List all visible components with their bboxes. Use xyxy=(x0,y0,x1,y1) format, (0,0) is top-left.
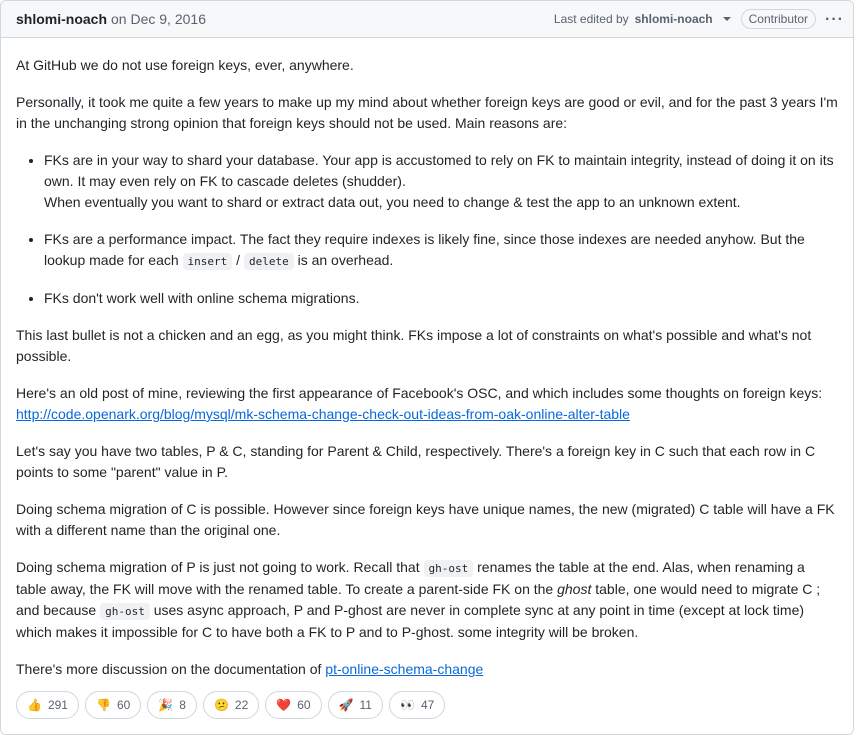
paragraph-6: Doing schema migration of C is possible. However since foreign keys have unique names, the new (migrated) C table will have a FK with a different name than the original one. xyxy=(16,501,835,538)
chevron-down-icon xyxy=(723,17,731,21)
paragraph-7-text-b: renames the table at the end. Alas, when renaming a table away, the FK will move with the renamed table. To create a parent-side FK on the xyxy=(16,559,805,597)
reaction-count: 60 xyxy=(116,697,131,712)
thumbs-down-icon: 👎 xyxy=(95,697,111,712)
bullet-2-text: FKs are a performance impact. The fact they require indexes is likely fine, since those indexes are needed anyhow. But the lookup made for each xyxy=(44,231,805,268)
reaction-thumbs-down[interactable] xyxy=(85,691,141,719)
paragraph-8 xyxy=(16,659,838,680)
bullet-2-sep: / xyxy=(232,252,244,268)
paragraph-7 xyxy=(16,557,838,643)
more-options-icon[interactable]: ··· xyxy=(825,10,844,28)
ghost-emphasis: ghost xyxy=(557,581,592,597)
bullet-2-text-2: is an overhead. xyxy=(293,252,394,268)
reaction-heart[interactable] xyxy=(265,691,321,719)
comment-header xyxy=(1,1,853,38)
pt-osc-link[interactable]: pt-online-schema-change xyxy=(325,661,484,677)
bullet-1-text-2: When eventually you want to shard or extract data out, you need to change & test the app to an unknown extent. xyxy=(44,194,741,210)
reaction-count: 22 xyxy=(234,697,249,712)
confused-face-icon: 😕 xyxy=(213,697,229,712)
reaction-count: 11 xyxy=(359,697,372,712)
eyes-icon: 👀 xyxy=(399,697,415,712)
list-item xyxy=(44,288,838,309)
author-link[interactable]: shlomi-noach xyxy=(16,10,108,27)
list-item xyxy=(44,229,838,272)
paragraph-7-text-c: table, one would need to migrate C ; and because xyxy=(16,581,821,618)
paragraph-4 xyxy=(16,383,838,425)
paragraph-7-text-d: uses async approach, P and P-ghost are never in complete sync at any point in time (except at lock time) which makes it impossible for C to have both a FK to P and to P-ghost. some integrity will be broken. xyxy=(16,602,805,640)
paragraph-3: This last bullet is not a chicken and an egg, as you might think. FKs impose a lot of constraints on what's possible and what's not possible. xyxy=(16,327,812,364)
paragraph-8-text: There's more discussion on the documentation of xyxy=(16,661,326,677)
reaction-count: 47 xyxy=(420,697,435,712)
reasons-list xyxy=(44,150,838,309)
date-value: Dec 9, 2016 xyxy=(130,10,206,27)
paragraph-5: Let's say you have two tables, P & C, standing for Parent & Child, respectively. There's a foreign key in C such that each row in C points to some "parent" value in P. xyxy=(16,443,816,480)
thumbs-up-icon: 👍 xyxy=(27,697,42,712)
comment-body xyxy=(1,38,853,680)
contributor-badge: Contributor xyxy=(741,9,816,29)
code-gh-ost: gh-ost xyxy=(424,560,474,577)
paragraph-7-text-a: Doing schema migration of P is just not going to work. Recall that xyxy=(16,559,424,575)
reaction-rocket[interactable] xyxy=(328,691,383,719)
code-insert: insert xyxy=(183,253,233,270)
reaction-count: 291 xyxy=(47,697,68,712)
edit-history-button[interactable] xyxy=(554,9,741,30)
reaction-hooray[interactable] xyxy=(147,691,197,719)
date-prefix: on xyxy=(111,10,127,27)
edited-prefix: Last edited by xyxy=(553,11,629,26)
bullet-3-text: FKs don't work well with online schema migrations. xyxy=(44,290,360,306)
paragraph-2: Personally, it took me quite a few years to make up my mind about whether foreign keys are good or evil, and for the past 3 years I'm in the unchanging strong opinion that foreign keys should not be used. Main reasons are: xyxy=(16,94,838,131)
reaction-thumbs-up[interactable] xyxy=(16,691,79,719)
heart-icon: ❤️ xyxy=(276,697,292,712)
list-item xyxy=(44,150,838,213)
paragraph-1: At GitHub we do not use foreign keys, ever, anywhere. xyxy=(16,57,354,73)
reaction-eyes[interactable] xyxy=(389,691,445,719)
party-popper-icon: 🎉 xyxy=(158,697,174,712)
reaction-count: 60 xyxy=(297,697,311,712)
code-gh-ost-2: gh-ost xyxy=(100,603,150,620)
reactions-bar xyxy=(16,691,445,719)
code-delete: delete xyxy=(244,253,294,270)
paragraph-4-text: Here's an old post of mine, reviewing the first appearance of Facebook's OSC, and which includes some thoughts on foreign keys: xyxy=(16,385,823,401)
bullet-1-text: FKs are in your way to shard your database. Your app is accustomed to rely on FK to maintain integrity, instead of doing it on its own. It may even rely on FK to cascade deletes (shudder). xyxy=(44,152,834,189)
openark-link[interactable]: http://code.openark.org/blog/mysql/mk-schema-change-check-out-ideas-from-oak-online-alter-table xyxy=(16,406,630,422)
reaction-count: 8 xyxy=(179,697,186,712)
reaction-confused[interactable] xyxy=(203,691,259,719)
edited-by: shlomi-noach xyxy=(634,11,713,26)
comment-date[interactable] xyxy=(111,9,206,30)
rocket-icon: 🚀 xyxy=(338,697,354,712)
